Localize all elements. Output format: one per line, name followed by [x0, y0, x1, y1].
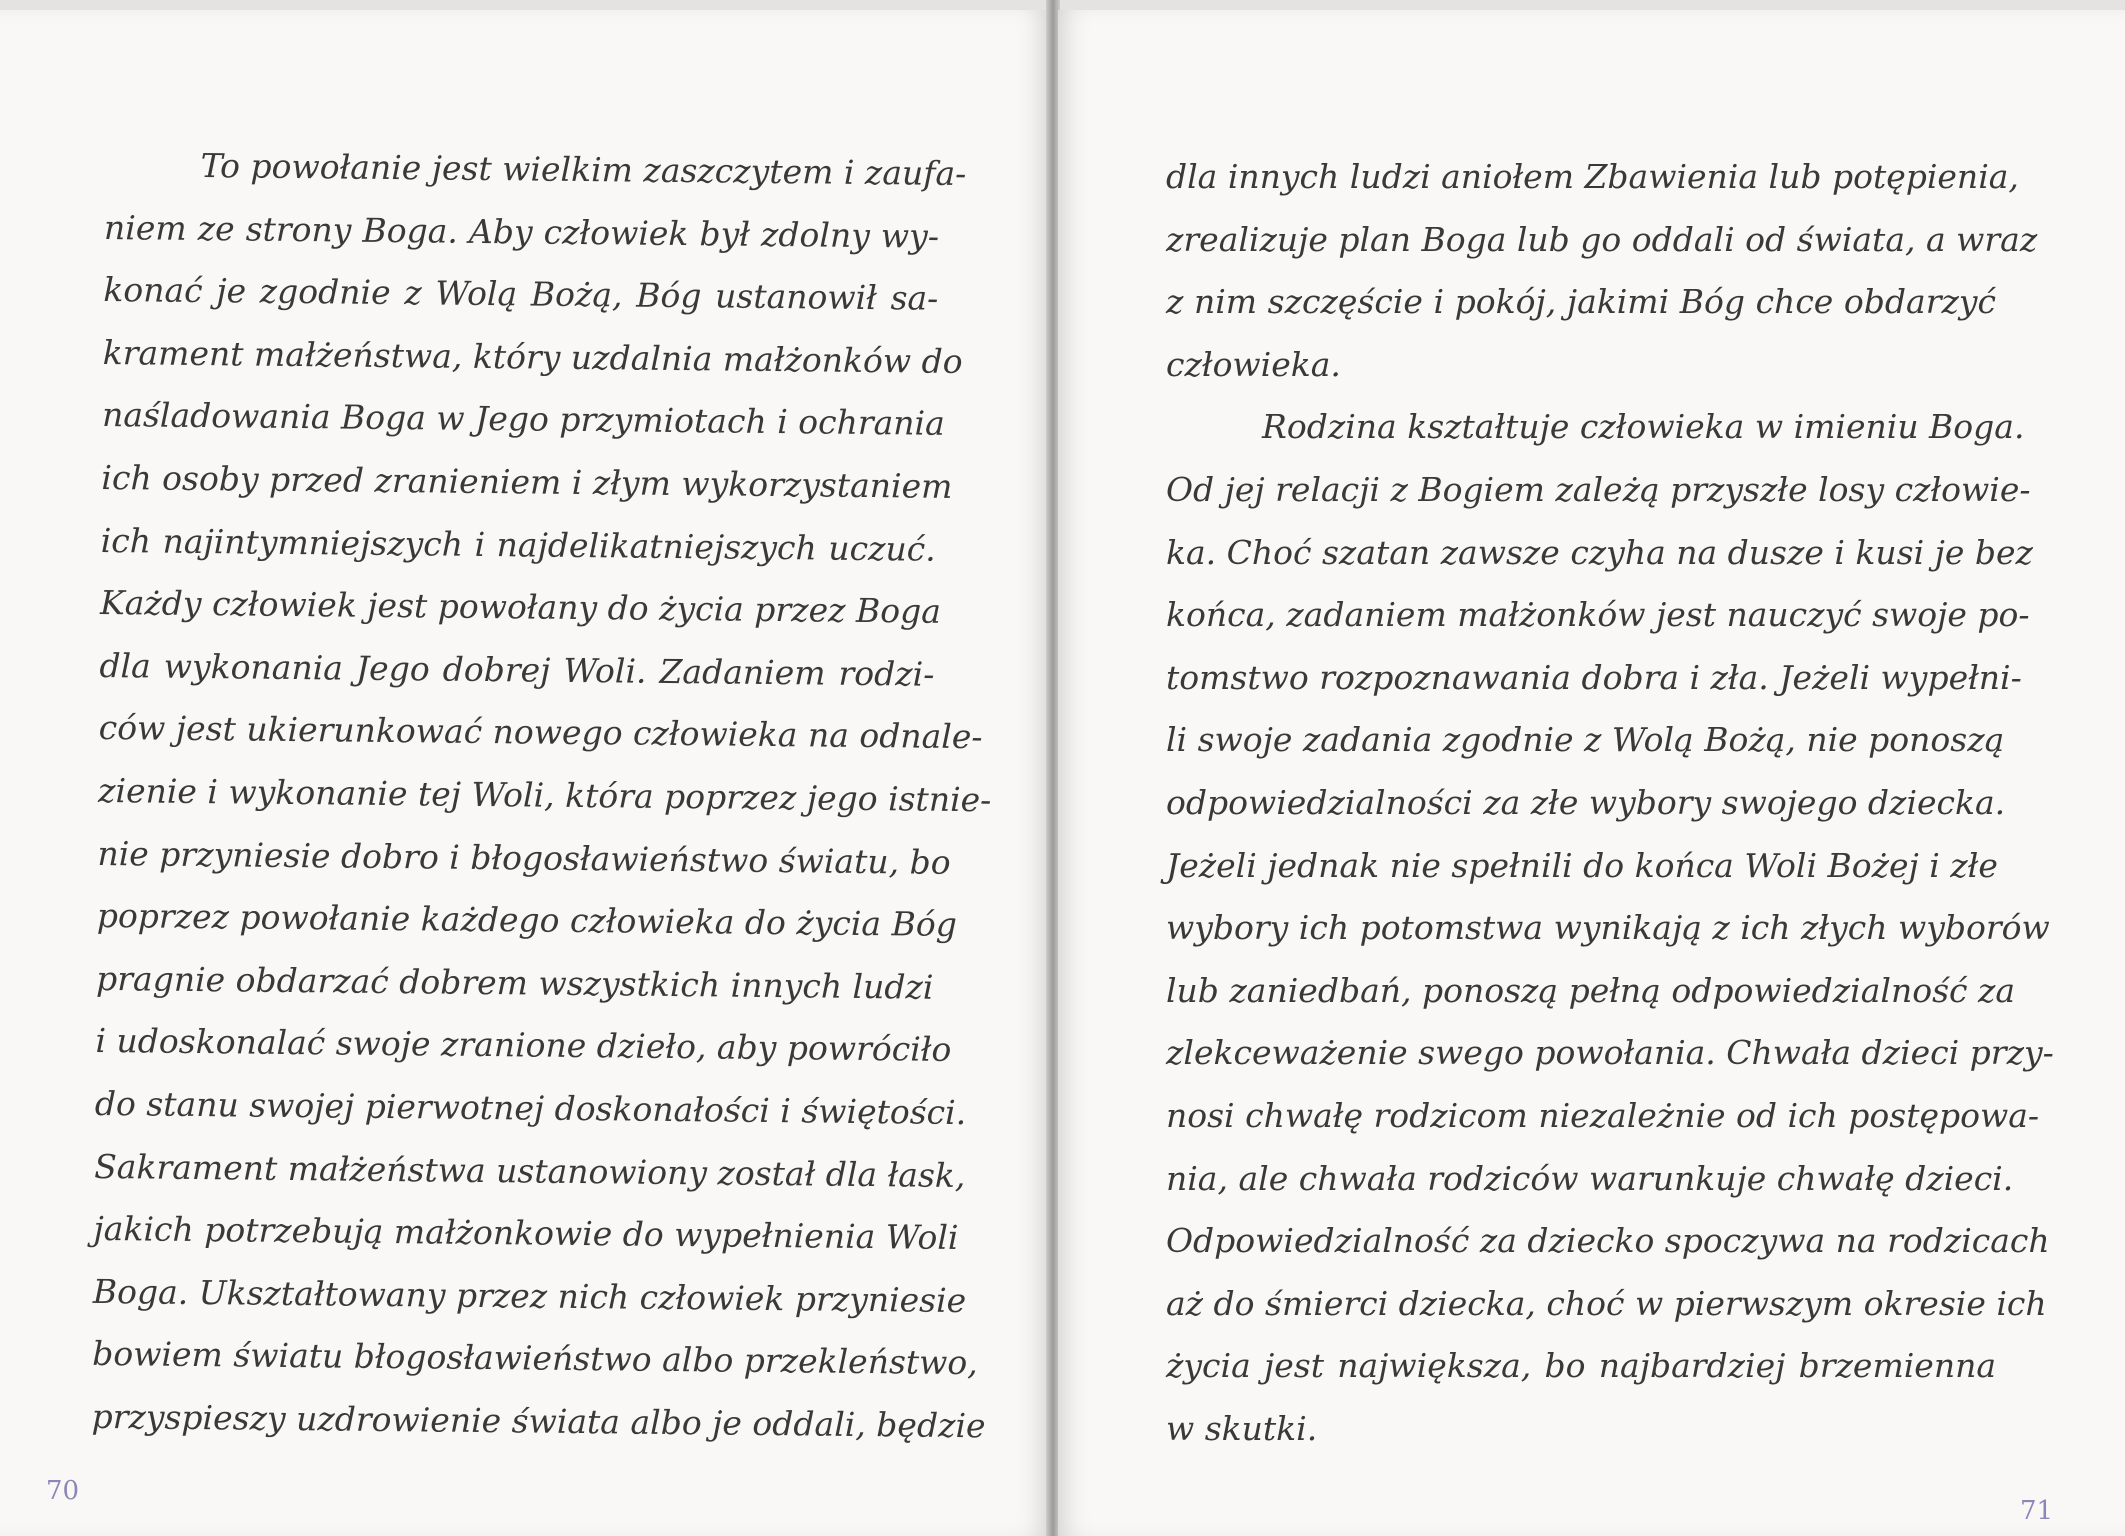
- text-line: człowieka.: [1166, 344, 1341, 384]
- text-line: aż do śmierci dziecka, choć w pierwszym okresie ich: [1166, 1283, 2047, 1323]
- right-page: [1058, 10, 2125, 1536]
- text-line: zlekceważenie swego powołania. Chwała dzieci przy-: [1166, 1033, 2054, 1073]
- text-line: poprzez powołanie każdego człowieka do życia Bóg: [96, 896, 958, 945]
- text-line: krament małżeństwa, który uzdalnia małżonków do: [102, 332, 963, 381]
- text-line: ich najintymniejszych i najdelikatniejszych uczuć.: [100, 520, 936, 569]
- text-line: Od jej relacji z Bogiem zależą przyszłe losy człowie-: [1166, 469, 2031, 509]
- text-line: pragnie obdarzać dobrem wszystkich innych ludzi: [95, 958, 934, 1007]
- text-line: odpowiedzialności za złe wybory swojego dziecka.: [1166, 782, 2006, 822]
- text-line: niem ze strony Boga. Aby człowiek był zdolny wy-: [103, 207, 940, 256]
- text-line: zienie i wykonanie tej Woli, która poprzez jego istnie-: [97, 770, 992, 820]
- text-line: i udoskonalać swoje zranione dzieło, aby powróciło: [95, 1021, 952, 1070]
- text-line: Jeżeli jednak nie spełnili do końca Woli Bożej i złe: [1166, 845, 1998, 885]
- left-page-text: [91, 134, 992, 1457]
- text-line: nie przyniesie dobro i błogosławieństwo światu, bo: [97, 833, 951, 882]
- text-line: Odpowiedzialność za dziecko spoczywa na rodzicach: [1166, 1221, 2050, 1261]
- text-line: w skutki.: [1166, 1408, 1318, 1448]
- text-line: życia jest największa, bo najbardziej brzemienna: [1166, 1346, 1996, 1386]
- text-line: lub zaniedbań, ponoszą pełną odpowiedzialność za: [1166, 970, 2016, 1010]
- text-line: ców jest ukierunkować nowego człowieka na odnale-: [98, 708, 983, 757]
- text-line: końca, zadaniem małżonków jest nauczyć swoje po-: [1166, 595, 2030, 635]
- page-number-right: 71: [2020, 1496, 2054, 1526]
- page-number-left: 70: [46, 1476, 80, 1506]
- right-page-text: [1166, 146, 2054, 1460]
- text-line: dla innych ludzi aniołem Zbawienia lub potępienia,: [1166, 157, 2019, 196]
- text-line: nia, ale chwała rodziców warunkuje chwałę dzieci.: [1166, 1158, 2014, 1198]
- text-line: ich osoby przed zranieniem i złym wykorzystaniem: [101, 457, 953, 506]
- text-line: nosi chwałę rodzicom niezależnie od ich postępowa-: [1166, 1095, 2040, 1135]
- text-line: Rodzina kształtuje człowieka w imieniu Boga.: [1262, 407, 2025, 447]
- text-line: Boga. Ukształtowany przez nich człowiek przyniesie: [92, 1271, 967, 1320]
- text-line: konać je zgodnie z Wolą Bożą, Bóg ustanowił sa-: [103, 270, 939, 318]
- text-line: To powołanie jest wielkim zaszczytem i zaufa-: [200, 146, 967, 194]
- text-line: naśladowania Boga w Jego przymiotach i ochrania: [101, 395, 945, 444]
- text-line: dla wykonania Jego dobrej Woli. Zadaniem rodzi-: [99, 645, 935, 694]
- text-line: tomstwo rozpoznawania dobra i zła. Jeżeli wypełni-: [1166, 657, 2022, 697]
- text-line: przyspieszy uzdrowienie świata albo je oddali, będzie: [91, 1396, 986, 1446]
- text-line: z nim szczęście i pokój, jakimi Bóg chce obdarzyć: [1166, 282, 1996, 322]
- text-line: jakich potrzebują małżonkowie do wypełnienia Woli: [93, 1209, 959, 1258]
- text-line: do stanu swojej pierwotnej doskonałości i świętości.: [94, 1083, 967, 1132]
- text-line: ka. Choć szatan zawsze czyha na dusze i kusi je bez: [1166, 532, 2033, 572]
- text-line: Każdy człowiek jest powołany do życia przez Boga: [99, 583, 942, 631]
- text-line: Sakrament małżeństwa ustanowiony został dla łask,: [93, 1146, 966, 1195]
- text-line: zrealizuje plan Boga lub go oddali od świata, a wraz: [1166, 219, 2038, 259]
- text-line: bowiem światu błogosławieństwo albo przekleństwo,: [92, 1334, 978, 1383]
- text-line: li swoje zadania zgodnie z Wolą Bożą, nie ponoszą: [1166, 720, 2005, 760]
- text-line: wybory ich potomstwa wynikają z ich złych wyborów: [1166, 908, 2050, 948]
- left-page: [0, 10, 1048, 1536]
